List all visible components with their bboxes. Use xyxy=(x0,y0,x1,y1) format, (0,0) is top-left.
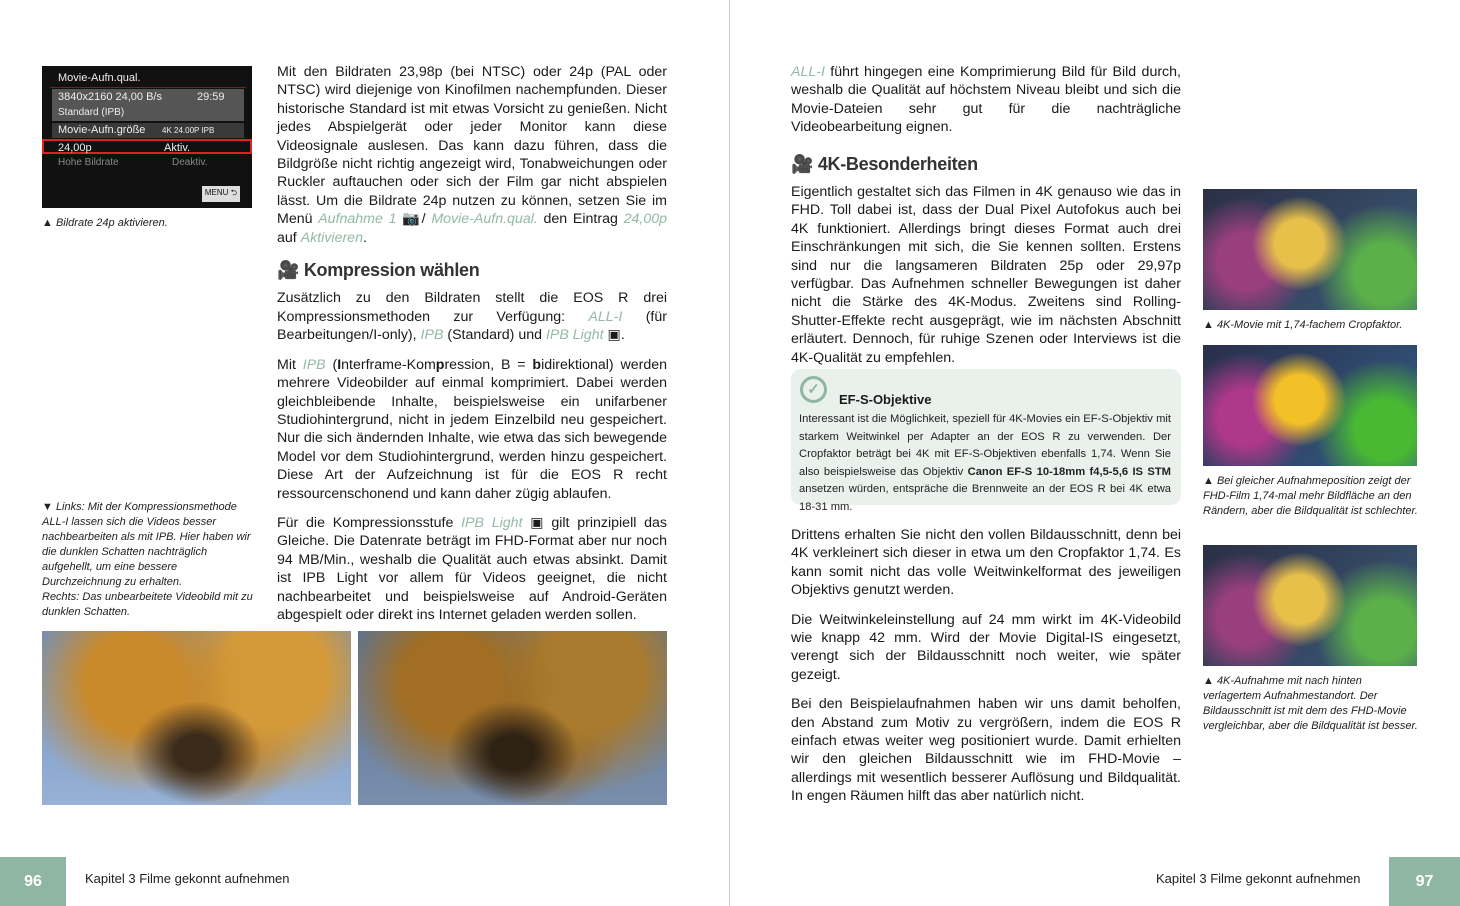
page-number: 97 xyxy=(1389,857,1460,906)
movie-camera-icon: 🎥 xyxy=(277,260,300,281)
camera-time: 29:59 xyxy=(197,91,225,103)
text-segment: Bei den Beispielaufnahmen haben wir uns damit beholfen, den Abstand zum Motiv zu vergrößern, indem die EOS R einfach etwas weiter weg positioniert wurde. Damit erhielten wir den gleichen Bildausschnitt wie im FHD-Movie – allerdings mit wesentlich besserer Auflösung und Bildqualität. In engen Räumen hilft das aber natürlich nicht. xyxy=(791,696,1181,805)
caption-bildrate: ▲ Bildrate 24p aktivieren. xyxy=(42,217,168,229)
caption-4k: ▲ 4K-Movie mit 1,74-fachem Cropfaktor. xyxy=(1203,319,1403,331)
text-segment: Drittens erhalten Sie nicht den vollen Bildausschnitt, denn bei 4K verkleinert sich dieser in etwa um den Cropfaktor 1,74. Es kann somit nicht das volle Weitwinkelformat des jeweiligen Objektivs genutzt werden. xyxy=(791,527,1181,599)
menu-term: IPB Light xyxy=(461,514,523,531)
caption-kompression xyxy=(42,500,257,620)
camera-size-icons: 4K 24.00P IPB xyxy=(162,126,215,135)
text-segment: (für Bearbeitungen/I-only), xyxy=(277,308,667,344)
camera-menu-title: Movie-Aufn.qual. xyxy=(58,72,141,84)
text-segment: führt hingegen eine Komprimierung Bild für Bild durch, weshalb die Qualität auf höchstem Niveau bleibt und sich die Movie-Dateien sehr gut für die nachträgliche Videobearbeitung eignen. xyxy=(791,64,1181,136)
tip-title: EF-S-Objektive xyxy=(839,392,932,407)
graffiti-photo-4k xyxy=(1203,189,1417,310)
graffiti-photo-fhd xyxy=(1203,345,1417,466)
menu-term: Aufnahme 1 xyxy=(318,211,397,228)
paragraph xyxy=(277,289,667,344)
camera-menu-screenshot xyxy=(42,66,252,208)
camera-std: Standard (IPB) xyxy=(58,107,125,118)
text-segment: . xyxy=(362,229,367,246)
text-segment: Mit xyxy=(277,356,303,373)
camera-hfr-val: Deaktiv. xyxy=(172,157,208,168)
menu-term: 24,00p xyxy=(623,211,667,228)
text-segment: den Eintrag xyxy=(537,211,624,228)
text-segment: Zusätzlich zu den Bildraten stellt die EOS R drei Kompressionsmethoden zur Verfügung: xyxy=(277,290,667,325)
right-text-column-2 xyxy=(791,526,1181,817)
menu-term: Aktivieren xyxy=(300,229,363,246)
paragraph xyxy=(791,526,1181,600)
left-text-column xyxy=(277,63,667,635)
menu-term: Movie-Aufn.qual. xyxy=(431,211,538,228)
right-text-column xyxy=(791,63,1181,378)
caption-4k-back: ▲ 4K-Aufnahme mit nach hinten verlagertem Aufnahmestandort. Der Bildausschnitt ist mit dem des FHD-Movie vergleichbar, aber die Bildqualität ist besser. xyxy=(1203,675,1418,732)
heading-text: 4K-Besonderheiten xyxy=(817,153,978,174)
bold-text: p xyxy=(435,356,445,373)
footer-chapter: Kapitel 3 Filme gekonnt aufnehmen xyxy=(1156,871,1361,886)
paragraph xyxy=(277,356,667,503)
menu-term: IPB xyxy=(420,327,444,344)
text-segment: Interessant ist die Möglichkeit, speziell für 4K-Movies ein EF-S-Objektiv mit starkem Weitwinkel per Adapter an der EOS R zu verwenden. Der Cropfaktor beträgt bei 4K mit EF-S-Objektiven ebenfalls 1,74. Wenn Sie also beispielsweise das Objektiv xyxy=(799,413,1171,478)
movie-camera-icon: 🎥 xyxy=(791,153,814,174)
footer-chapter: Kapitel 3 Filme gekonnt aufnehmen xyxy=(85,871,290,886)
tip-box xyxy=(791,369,1181,513)
heading-4k xyxy=(791,155,1181,173)
paragraph xyxy=(791,695,1181,805)
tip-text xyxy=(799,411,1171,517)
text-segment: ( xyxy=(325,356,338,373)
paragraph xyxy=(277,63,667,247)
tree-photo-unedited xyxy=(358,631,667,805)
camera-hfr: Hohe Bildrate xyxy=(58,157,119,168)
bold-text: I xyxy=(337,356,342,373)
menu-term: ALL-I xyxy=(588,308,623,325)
camera-rate: 24,00p xyxy=(58,142,92,154)
menu-term: ALL-I xyxy=(791,64,825,80)
page-number: 96 xyxy=(0,857,66,906)
text-segment: ansetzen würden, entspräche die Brennweite an der EOS R bei 4K etwa 18-31 mm. xyxy=(799,483,1171,513)
text-segment: idirektional) werden mehrere Videobilder auf einmal komprimiert. Dabei werden gleichbleibende Inhalte, beispielsweise ein unifarbener Studiohintergrund, nicht in jedem Einzelbild neu gespeichert. Nur die sich ändernden Inhalte, wie etwa das sich bewegende Model vor dem Studiohintergrund, werden hinzu gespeichert. Diese Art der Aufzeichnung ist für die EOS R recht ressourcenschonend und kann daher zügig ablaufen. xyxy=(277,356,667,502)
caption-links: ▼ Links: Mit der Kompressionsmethode ALL-I lassen sich die Videos besser nachbearbeiten als mit IPB. Hier haben wir die dunklen Schatten nachträglich aufgehellt, um eine bessere Durchzeichnung zu erhalten. xyxy=(42,501,251,588)
camera-rate-val: Aktiv. xyxy=(164,142,191,154)
caption-rechts: Rechts: Das unbearbeitete Videobild mit zu dunklen Schatten. xyxy=(42,591,253,618)
heading-text: Kompression wählen xyxy=(303,260,480,281)
text-segment: Für die Kompressionsstufe xyxy=(277,514,462,531)
text-segment: ▣ gilt prinzipiell das Gleiche. Die Datenrate beträgt im FHD-Format aber nur noch 94 MB/Min., weshalb die Qualität auch etwas absinkt. Damit ist IPB Light vor allem für Videos geeignet, die nicht nachbearbeitet und beispielsweise auf Android-Geräten abgespielt oder direkt ins Internet geladen werden sollen. xyxy=(277,514,667,623)
menu-term: IPB Light xyxy=(545,327,604,344)
paragraph xyxy=(791,611,1181,685)
text-segment: auf xyxy=(277,229,301,246)
caption-fhd: ▲ Bei gleicher Aufnahmeposition zeigt der FHD-Film 1,74-mal mehr Bildfläche an den Rändern, aber die Bildqualität ist schlechter. xyxy=(1203,475,1418,517)
paragraph xyxy=(791,63,1181,137)
camera-row-24p[interactable] xyxy=(42,139,252,154)
camera-menu-button: MENU ⮌ xyxy=(202,186,240,202)
checkmark-icon: ✓ xyxy=(800,376,827,403)
bold-text: Canon EF-S 10-18mm f4,5-5,6 IS STM xyxy=(967,465,1172,478)
right-page xyxy=(731,0,1460,906)
text-segment: nterframe-Kom xyxy=(341,356,436,373)
text-segment: ression, B = xyxy=(444,356,533,373)
menu-term: IPB xyxy=(302,356,326,373)
bold-text: b xyxy=(532,356,542,373)
graffiti-photo-4k-back xyxy=(1203,545,1417,666)
text-segment: ▣. xyxy=(603,327,625,344)
text-segment: 📷/ xyxy=(396,211,432,228)
text-segment: Mit den Bildraten 23,98p (bei NTSC) oder 24p (PAL oder NTSC) wird diejenige von Kinofilmen nachempfunden. Dieser historische Standard ist mit etwas Vorsicht zu genießen. Nicht jedes Abspielgerät oder jeder Monitor kann diese Videosignale auslesen. Das kann dazu führen, dass die Bildgröße nicht richtig angezeigt wird, Tonabweichungen oder Ruckler auftauchen oder sich der Film gar nicht abspielen lässt. Um die Bildrate 24p nutzen zu können, setzen Sie im Menü xyxy=(277,64,667,228)
tree-photo-edited xyxy=(42,631,351,805)
heading-kompression xyxy=(277,261,667,279)
paragraph xyxy=(791,183,1181,367)
text-segment: Eigentlich gestaltet sich das Filmen in 4K genauso wie das in FHD. Toll dabei ist, dass der Dual Pixel Autofokus auch bei 4K funktioniert. Allerdings bringt dieses Format auch drei Einschränkungen mit sich, die Sie kennen sollten. Erstens sind nur die langsameren Bildraten 25p oder 29,97p verfügbar. Das Aufnehmen schneller Bewegungen ist daher nicht die Stärke des 4K-Modus. Zweitens sind Rolling-Shutter-Effekte recht ausgeprägt, wie im nächsten Abschnitt erläutert. Dennoch, für ruhige Szenen oder Interviews ist die 4K-Qualität zu empfehlen. xyxy=(791,184,1181,366)
text-segment: Die Weitwinkeleinstellung auf 24 mm wirkt im 4K-Videobild wie knapp 42 mm. Wird der Movie Digital-IS eingesetzt, verengt sich der Bildausschnitt noch weiter, wie später gezeigt. xyxy=(791,611,1181,683)
camera-size-label: Movie-Aufn.größe xyxy=(58,124,146,136)
paragraph xyxy=(277,514,667,624)
camera-res: 3840x2160 24,00 B/s xyxy=(58,91,162,103)
text-segment: (Standard) und xyxy=(443,327,546,344)
